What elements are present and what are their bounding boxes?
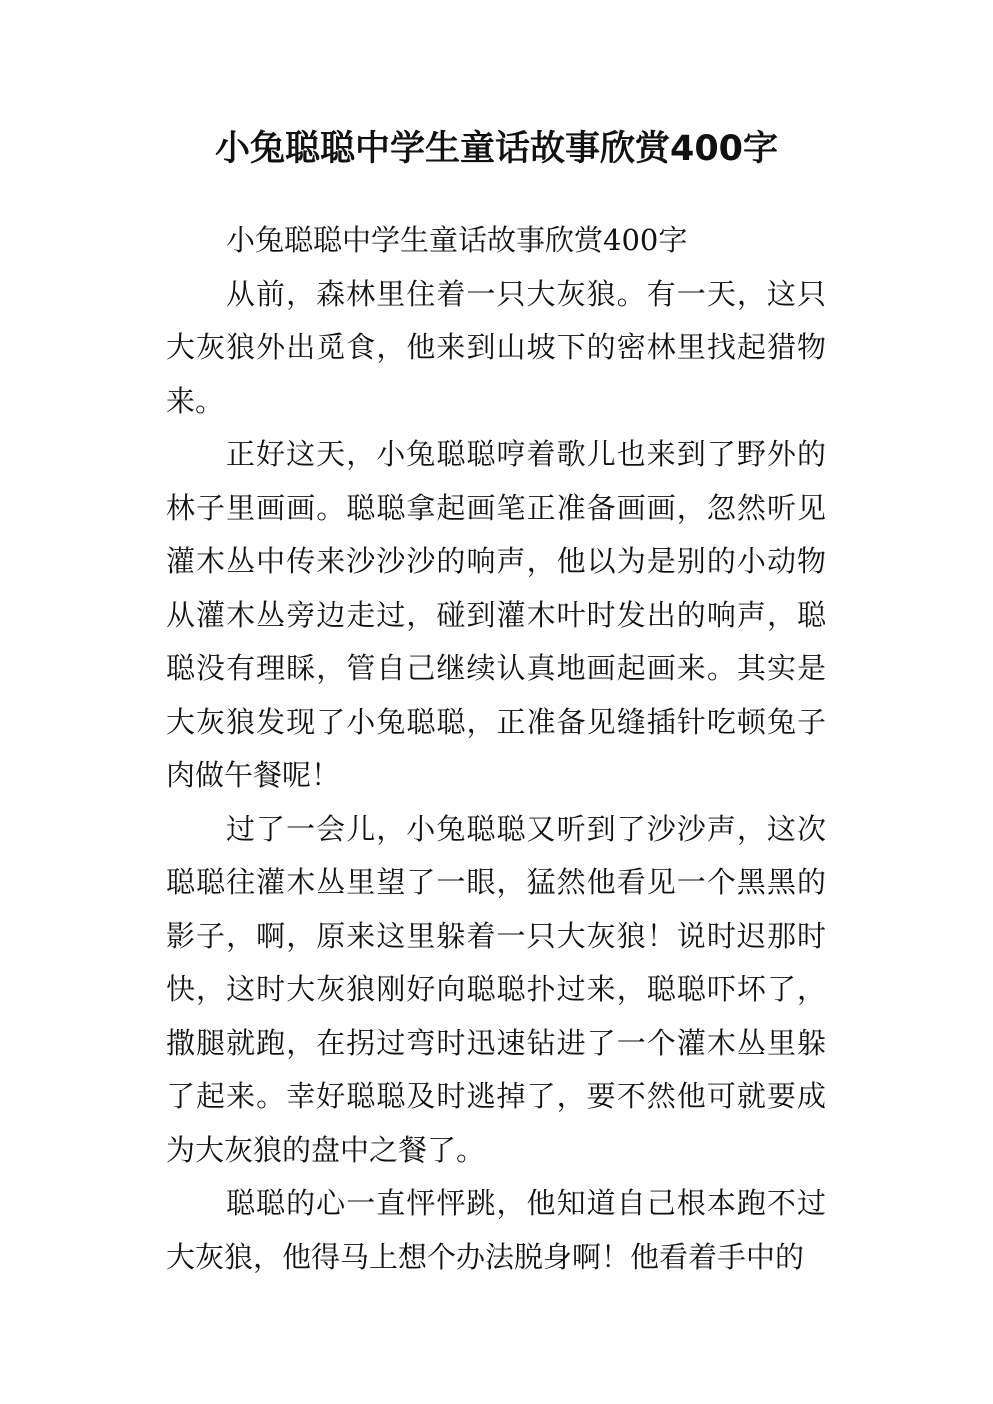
- document-body: [166, 214, 826, 1284]
- paragraph-subtitle: 小兔聪聪中学生童话故事欣赏400字: [226, 223, 688, 257]
- paragraph-1: 从前，森林里住着一只大灰狼。有一天，这只大灰狼外出觅食，他来到山坡下的密林里找起猎物来。: [166, 276, 826, 418]
- paragraph-2: 正好这天，小兔聪聪哼着歌儿也来到了野外的林子里画画。聪聪拿起画笔正准备画画，忽然听见灌木丛中传来沙沙沙的响声，他以为是别的小动物从灌木丛旁边走过，碰到灌木叶时发出的响声，聪聪没有理睬，管自己继续认真地画起画来。其实是大灰狼发现了小兔聪聪，正准备见缝插针吃顿兔子肉做午餐呢！: [166, 437, 826, 792]
- document-title: 小兔聪聪中学生童话故事欣赏400字: [214, 129, 779, 169]
- paragraph-3: 过了一会儿，小兔聪聪又听到了沙沙声，这次聪聪往灌木丛里望了一眼，猛然他看见一个黑黑的影子，啊，原来这里躲着一只大灰狼！说时迟那时快，这时大灰狼刚好向聪聪扑过来，聪聪吓坏了，撒腿就跑，在拐过弯时迅速钻进了一个灌木丛里躲了起来。幸好聪聪及时逃掉了，要不然他可就要成为大灰狼的盘中之餐了。: [166, 811, 826, 1167]
- paragraph-4: 聪聪的心一直怦怦跳，他知道自己根本跑不过大灰狼，他得马上想个办法脱身啊！他看着手中的: [166, 1186, 826, 1274]
